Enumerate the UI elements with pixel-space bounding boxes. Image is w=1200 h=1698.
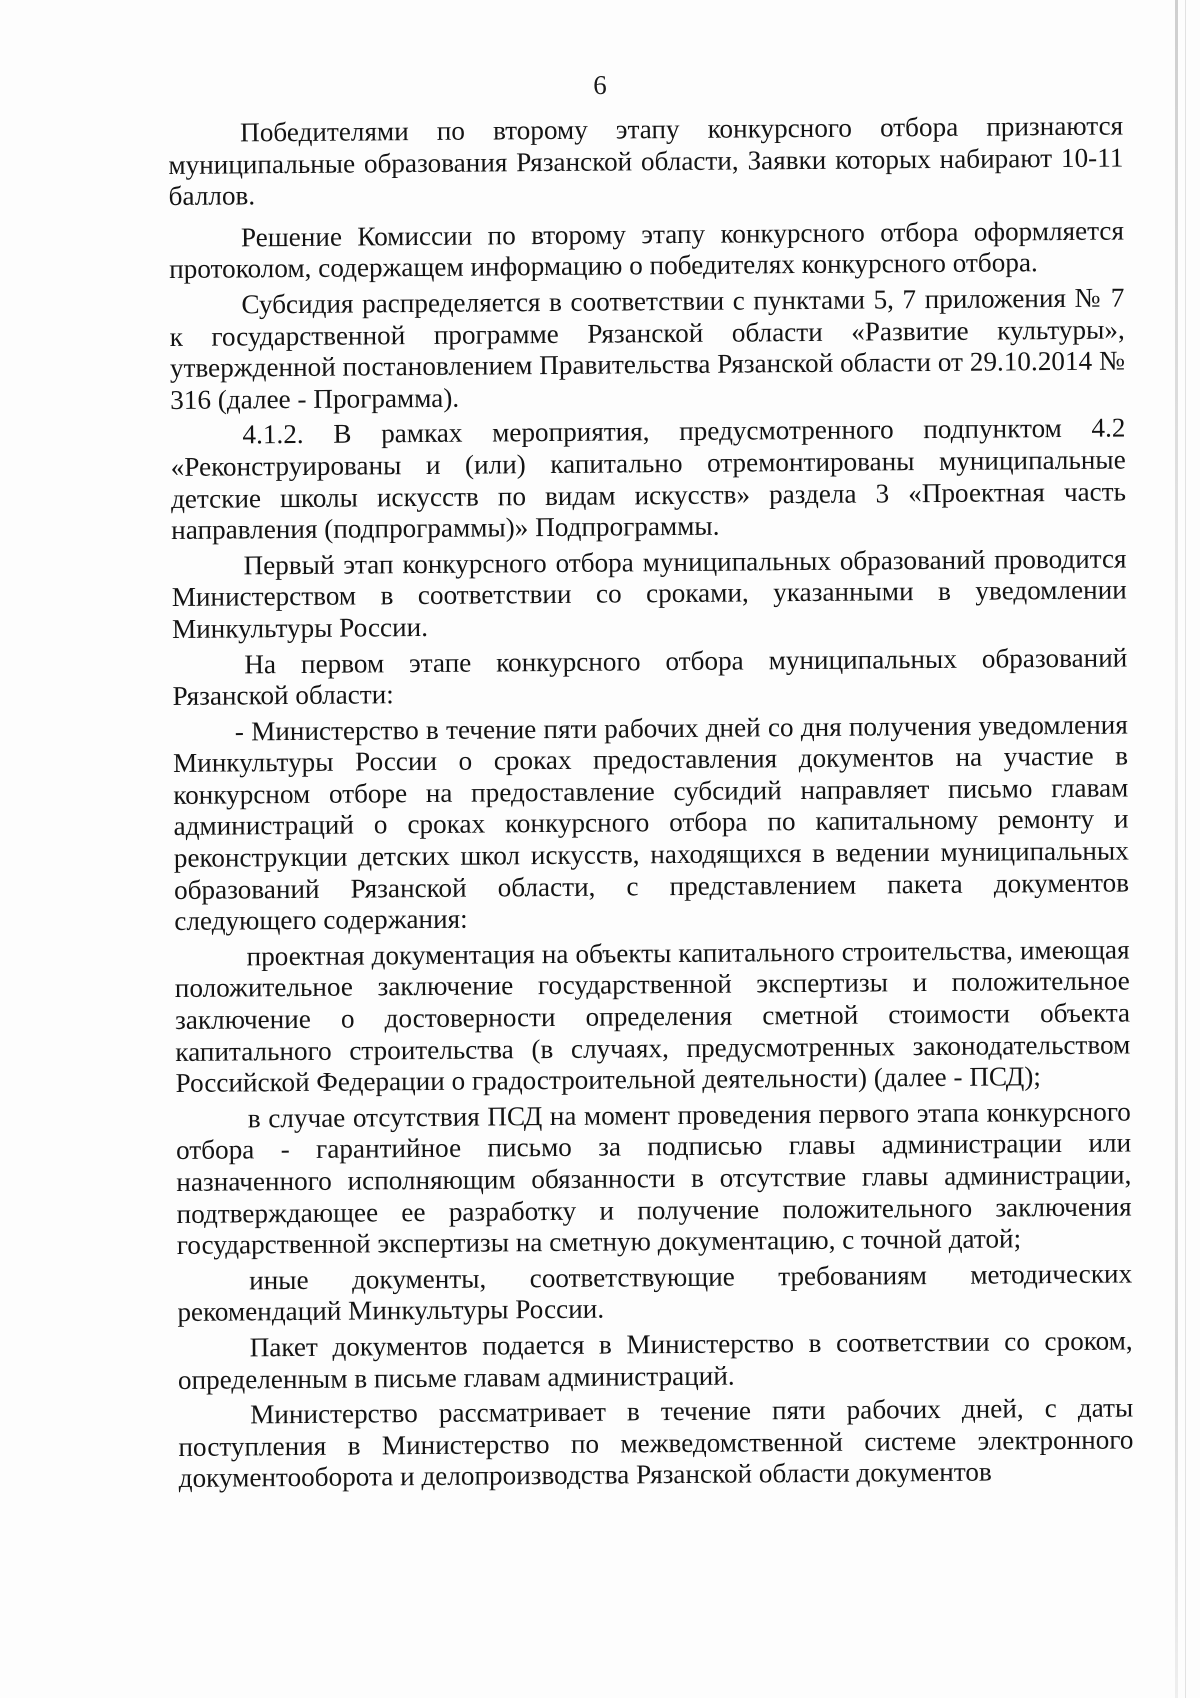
list-item-ministry-letter: - Министерство в течение пяти рабочих дней со дня получения уведомления Минкультуры России о сроках предоставления документов на участие в конкурсном отборе на предоставление субсидий направляет письмо главам администраций о сроках конкурсного отбора по капитальному ремонту и реконструкции детских школ искусств, находящихся в ведении муниципальных образований Рязанской области, с представлением пакета документов следующего содержания: <box>172 709 1130 937</box>
list-item-project-documentation: проектная документация на объекты капитального строительства, имеющая положительное заключение государственной экспертизы и положительное заключение о достоверности определения сметной стоимости объекта капитального строительства (в случаях, предусмотренных законодательством Российской Федерации о градостроительной деятельности) (далее - ПСД); <box>174 934 1131 1099</box>
paragraph-document-package: Пакет документов подается в Министерство в соответствии со сроком, определенным в письме главам администраций. <box>177 1325 1133 1395</box>
page-number: 6 <box>593 70 607 100</box>
paragraph-commission-decision: Решение Комиссии по второму этапу конкурсного отбора оформляется протоколом, содержащем информацию о победителях конкурсного отбора. <box>169 215 1125 285</box>
scan-edge-shadow <box>1175 0 1178 1698</box>
scan-edge-line <box>1185 0 1186 1698</box>
paragraph-winners: Победителями по второму этапу конкурсного отбора признаются муниципальные образования Рязанской области, Заявки которых набирают 10-11 баллов. <box>168 110 1124 212</box>
paragraph-section-4-1-2: 4.1.2. В рамках мероприятия, предусмотренного подпунктом 4.2 «Реконструированы и (или) капитально отремонтированы муниципальные детские школы искусств по видам искусств» раздела 3 «Проектная часть направления (подпрограммы)» Подпрограммы. <box>170 412 1127 546</box>
list-item-other-documents: иные документы, соответствующие требованиям методических рекомендаций Минкультуры России. <box>177 1258 1133 1328</box>
paragraph-subsidy-distribution: Субсидия распределяется в соответствии с пунктами 5, 7 приложения № 7 к государственной программе Рязанской области «Развитие культуры», утвержденной постановлением Правительства Рязанской области от 29.10.2014 № 316 (далее - Программа). <box>169 282 1126 415</box>
paragraph-first-stage: Первый этап конкурсного отбора муниципальных образований проводится Министерством в соответствии со сроками, указанными в уведомлении Минкультуры России. <box>171 543 1127 644</box>
paragraph-ministry-review: Министерство рассматривает в течение пяти рабочих дней, с даты поступления в Министерство по межведомственной системе электронного документооборота и делопроизводства Рязанской области документов <box>178 1392 1134 1494</box>
paragraph-first-stage-intro: На первом этапе конкурсного отбора муниципальных образований Рязанской области: <box>172 641 1128 712</box>
document-body <box>168 110 1134 1498</box>
list-item-guarantee-letter: в случае отсутствия ПСД на момент проведения первого этапа конкурсного отбора - гарантийное письмо за подписью главы администрации или назначенного исполняющим обязанности в отсутствие главы администрации, подтверждающее ее разработку и получение положительного заключения государственной экспертизы на сметную документацию, с точной датой; <box>175 1096 1132 1261</box>
